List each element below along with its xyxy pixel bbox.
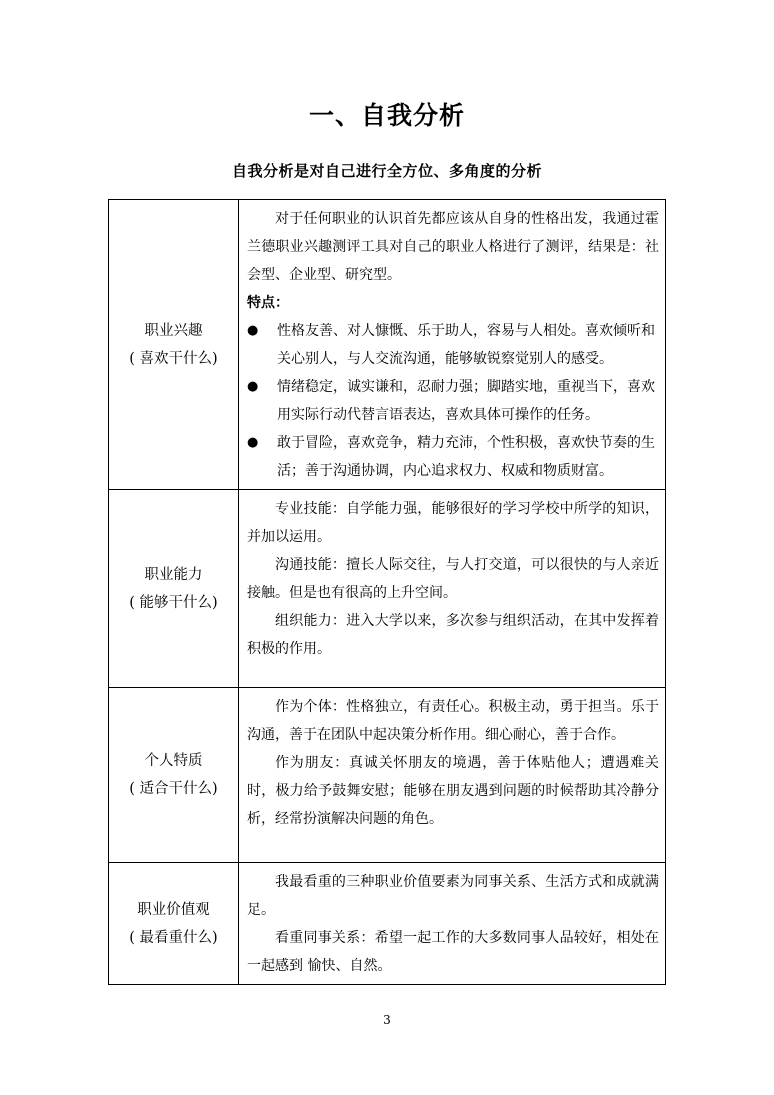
bullet-item bbox=[247, 373, 659, 429]
bullet-dot-icon: ● bbox=[247, 323, 259, 338]
row-content-ability bbox=[239, 490, 666, 688]
content-paragraph: 作为朋友：真诚关怀朋友的境遇，善于体贴他人；遭遇难关时，极力给予鼓舞安慰；能够在朋友遇到问题的时候帮助其冷静分析，经常扮演解决问题的角色。 bbox=[247, 755, 659, 827]
page-subtitle: 自我分析是对自己进行全方位、多角度的分析 bbox=[231, 162, 542, 180]
table-row-interest bbox=[109, 200, 666, 490]
row-label-question: ( 适合干什么) bbox=[129, 781, 218, 797]
row-label-ability bbox=[109, 490, 239, 688]
row-label-traits bbox=[109, 688, 239, 863]
bullet-item bbox=[247, 429, 659, 485]
traits-heading: 特点： bbox=[247, 295, 289, 311]
row-label-title: 职业兴趣 bbox=[144, 322, 203, 339]
page-title: 一、自我分析 bbox=[308, 101, 465, 130]
page-number: 3 bbox=[383, 1013, 391, 1027]
table-row-values bbox=[109, 863, 666, 985]
content-paragraph: 作为个体：性格独立，有责任心。积极主动，勇于担当。乐于沟通，善于在团队中起决策分析作用。细心耐心，善于合作。 bbox=[247, 699, 659, 743]
bullet-dot-icon: ● bbox=[247, 379, 259, 394]
row-label-title: 职业价值观 bbox=[137, 901, 210, 918]
content-paragraph: 组织能力：进入大学以来，多次参与组织活动，在其中发挥着积极的作用。 bbox=[247, 613, 659, 657]
row-label-title: 个人特质 bbox=[144, 753, 203, 769]
row-label-question: ( 能够干什么) bbox=[129, 594, 218, 611]
bullet-item bbox=[247, 317, 659, 373]
bullet-text: 情绪稳定，诚实谦和，忍耐力强；脚踏实地，重视当下，喜欢用实际行动代替言语表达，喜欢具体可操作的任务。 bbox=[277, 379, 655, 423]
row-label-question: ( 最看重什么) bbox=[129, 929, 218, 946]
content-paragraph: 沟通技能：擅长人际交往，与人打交道，可以很快的与人亲近接触。但是也有很高的上升空间。 bbox=[247, 557, 659, 601]
content-paragraph: 专业技能：自学能力强，能够很好的学习学校中所学的知识，并加以运用。 bbox=[247, 501, 659, 545]
bullet-dot-icon: ● bbox=[247, 435, 259, 450]
table-row-ability bbox=[109, 490, 666, 688]
bullet-text: 敢于冒险，喜欢竞争，精力充沛，个性积极，喜欢快节奏的生活；善于沟通协调，内心追求权力、权威和物质财富。 bbox=[277, 435, 655, 479]
row-content-interest bbox=[239, 200, 666, 490]
row-content-values bbox=[239, 863, 666, 985]
row-content-traits bbox=[239, 688, 666, 863]
self-analysis-table bbox=[108, 199, 666, 985]
row-label-values bbox=[109, 863, 239, 985]
row-label-interest bbox=[109, 200, 239, 490]
intro-paragraph: 对于任何职业的认识首先都应该从自身的性格出发，我通过霍兰德职业兴趣测评工具对自己的职业人格进行了测评，结果是：社会型、企业型、研究型。 bbox=[247, 211, 659, 283]
content-paragraph: 看重同事关系：希望一起工作的大多数同事人品较好，相处在一起感到 愉快、自然。 bbox=[247, 930, 659, 974]
content-paragraph: 我最看重的三种职业价值要素为同事关系、生活方式和成就满足。 bbox=[247, 874, 659, 918]
bullet-text: 性格友善、对人慷慨、乐于助人，容易与人相处。喜欢倾听和关心别人，与人交流沟通，能够敏锐察觉别人的感受。 bbox=[277, 323, 655, 367]
table-row-traits bbox=[109, 688, 666, 863]
row-label-title: 职业能力 bbox=[144, 566, 203, 583]
row-label-question: ( 喜欢干什么) bbox=[129, 350, 218, 367]
